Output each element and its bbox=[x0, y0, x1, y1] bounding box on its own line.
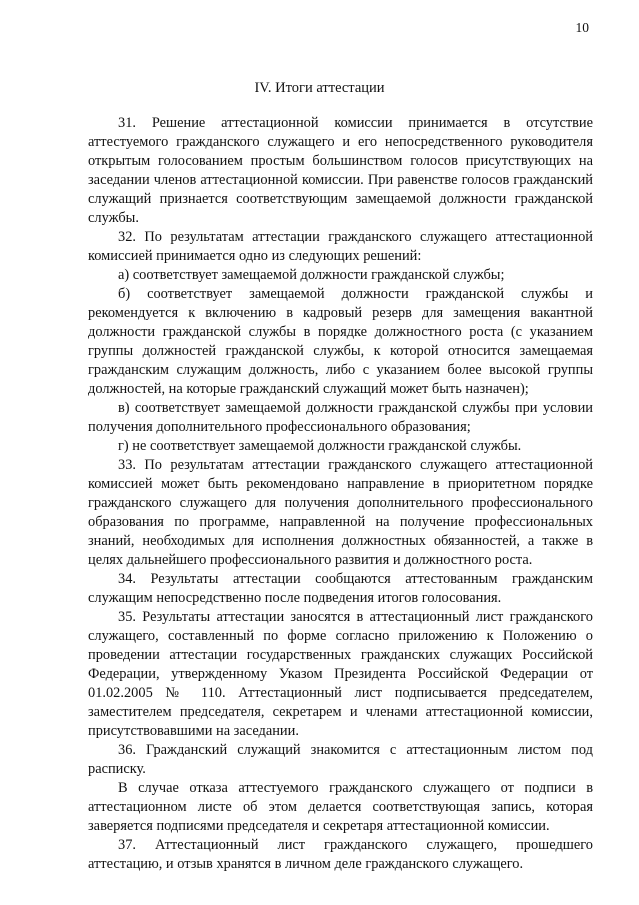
paragraph-37: 37. Аттестационный лист гражданского служащего, прошедшего аттестацию, и отзыв хранятся в личном деле гражданского служащего. bbox=[88, 837, 593, 872]
paragraph-32-item-d: г) не соответствует замещаемой должности гражданской службы. bbox=[118, 438, 522, 454]
paragraph-35: 35. Результаты аттестации заносятся в аттестационный лист гражданского служащего, составленный по форме согласно приложению к Положению о проведении аттестации государственных гражданских служащих Российской Федерации, утвержденному Указом Президента Российской Федерации от 01.02.2005 № 110. Аттестационный лист подписывается председателем, заместителем председателя, секретарем и членами аттестационной комиссии, присутствовавшими на заседании. bbox=[88, 609, 593, 739]
section-heading: IV. Итоги аттестации bbox=[254, 80, 385, 96]
paragraph-32-item-b: б) соответствует замещаемой должности гражданской службы и рекомендуется к включению в кадровый резерв для замещения вакантной должности гражданской службы в порядке должностного роста (с указанием группы должностей гражданской службы, к которой относится замещаемая гражданским служащим должность, либо с указанием более высокой группы должностей, на которые гражданский служащий может быть назначен); bbox=[88, 286, 593, 397]
paragraph-32-item-a: а) соответствует замещаемой должности гражданской службы; bbox=[118, 267, 505, 283]
paragraph-36-refusal: В случае отказа аттестуемого гражданского служащего от подписи в аттестационном листе об этом делается соответствующая запись, которая заверяется подписями председателя и секретаря аттестационной комиссии. bbox=[88, 780, 593, 834]
paragraph-36: 36. Гражданский служащий знакомится с аттестационным листом под расписку. bbox=[88, 742, 593, 777]
paragraph-32-item-c: в) соответствует замещаемой должности гражданской службы при условии получения дополнительного профессионального образования; bbox=[88, 400, 593, 435]
paragraph-33: 33. По результатам аттестации гражданского служащего аттестационной комиссией может быть рекомендовано направление в приоритетном порядке гражданского служащего для получения дополнительного профессионального образования по программе, направленной на получение профессиональных знаний, необходимых для исполнения должностных обязанностей, а также в целях дальнейшего профессионального развития и должностного роста. bbox=[88, 457, 593, 568]
paragraph-31: 31. Решение аттестационной комиссии принимается в отсутствие аттестуемого гражданского служащего и его непосредственного руководителя открытым голосованием простым большинством голосов присутствующих на заседании членов аттестационной комиссии. При равенстве голосов гражданский служащий признается соответствующим замещаемой должности гражданской службы. bbox=[88, 115, 593, 226]
paragraph-32: 32. По результатам аттестации гражданского служащего аттестационной комиссией принимается одно из следующих решений: bbox=[88, 229, 593, 264]
section-body bbox=[88, 114, 593, 874]
paragraph-34: 34. Результаты аттестации сообщаются аттестованным гражданским служащим непосредственно после подведения итогов голосования. bbox=[88, 571, 593, 606]
page-number: 10 bbox=[575, 20, 589, 35]
